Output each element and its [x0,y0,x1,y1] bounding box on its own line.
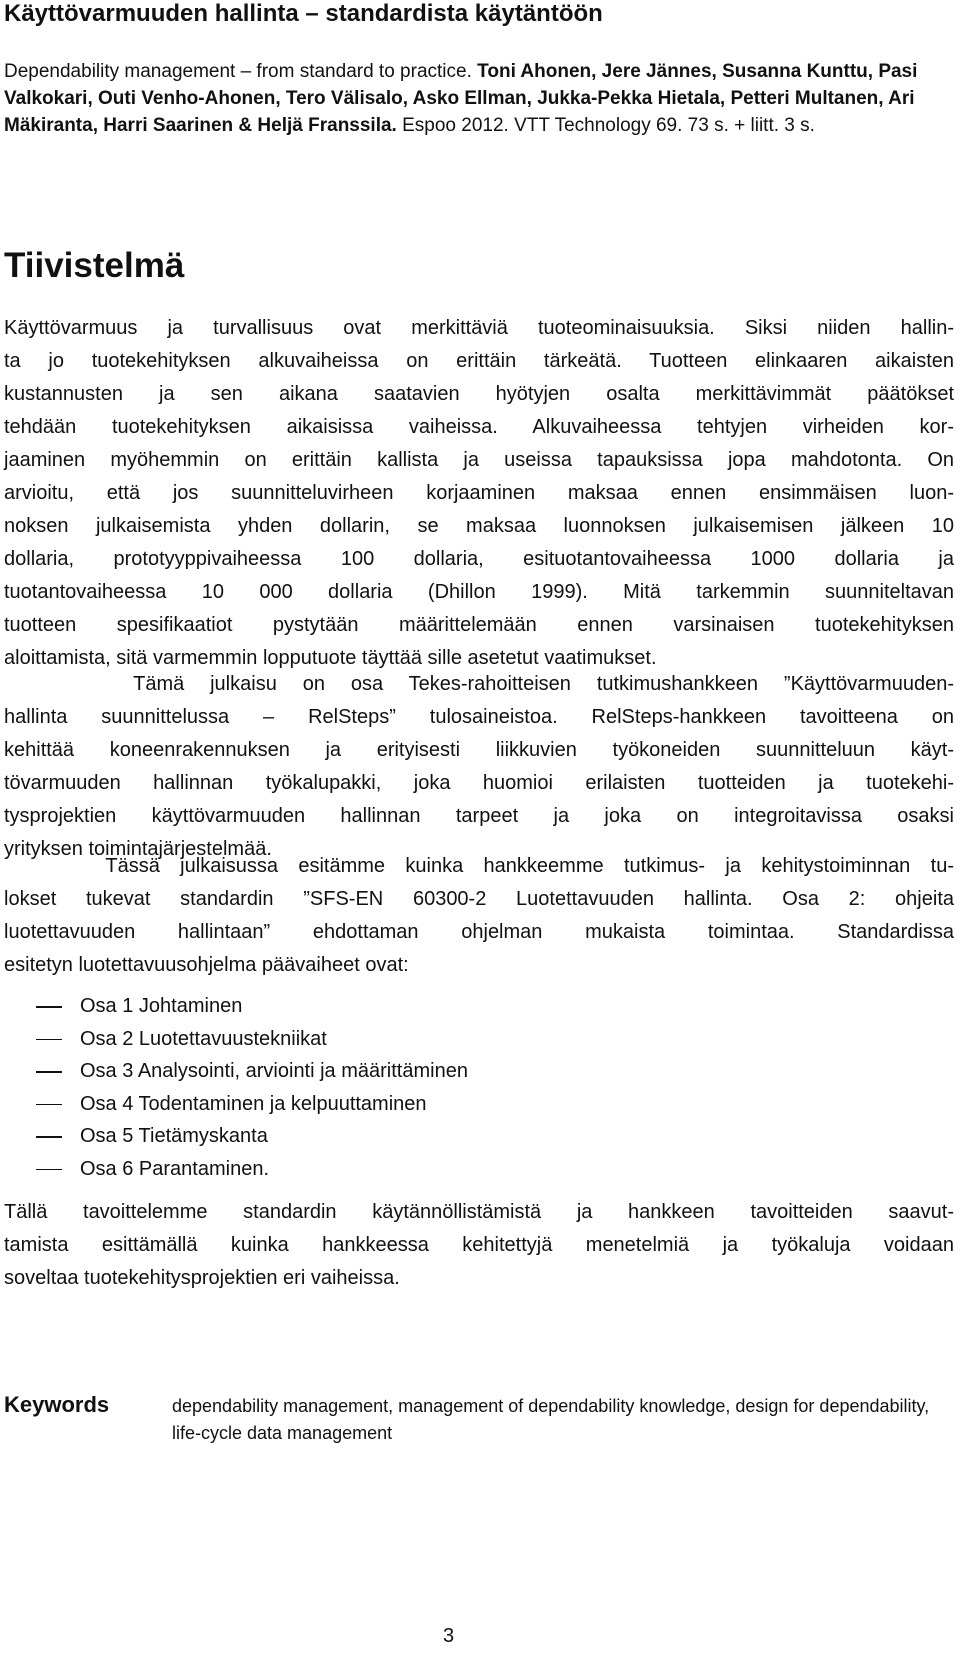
citation-publication: Espoo 2012. VTT Technology 69. 73 s. + liitt. 3 s. [402,115,815,136]
dash-bullet-icon [36,1136,62,1138]
phase-label: Osa 4 Todentaminen ja kelpuuttaminen [80,1092,427,1115]
paragraph-line: lokset tukevat standardin ”SFS-EN 60300-2 Luotettavuuden hallinta. Osa 2: ohjeita [4,888,954,910]
phase-label: Osa 5 Tietämyskanta [80,1125,268,1147]
paragraph-line: soveltaa tuotekehitysprojektien eri vaiheissa. [4,1267,400,1289]
dash-bullet-icon [36,1169,62,1171]
paragraph-line: tövarmuuden hallinnan työkalupakki, joka huomioi erilaisten tuotteiden ja tuotekehi- [4,772,954,794]
paragraph-line: Käyttövarmuus ja turvallisuus ovat merkittäviä tuoteominaisuuksia. Siksi niiden hallin- [4,317,954,339]
page-number: 3 [443,1625,455,1647]
paragraph-line: ta jo tuotekehityksen alkuvaiheissa on erittäin tärkeätä. Tuotteen elinkaaren aikaisten [4,350,954,372]
paragraph-line: tysprojektien käyttövarmuuden hallinnan tarpeet ja joka on integroitavissa osaksi [4,805,954,827]
abstract-paragraph-2 [4,668,954,866]
document-title: Käyttövarmuuden hallinta – standardista käytäntöön [4,0,603,27]
citation [4,58,954,139]
phase-label: Osa 3 Analysointi, arviointi ja määrittäminen [80,1060,468,1082]
paragraph-line: luotettavuuden hallintaan” ehdottaman ohjelman mukaista toimintaa. Standardissa [4,921,954,943]
paragraph-line: noksen julkaisemista yhden dollarin, se maksaa luonnoksen julkaisemisen jälkeen 10 [4,515,954,537]
dash-bullet-icon [36,1039,62,1041]
citation-authors: Toni Ahonen, Jere Jännes, Susanna Kunttu, Pasi Valkokari, Outi Venho-Ahonen, Tero Välisalo, Asko Ellman, Jukka-Pekka Hietala, Petteri Multanen, Ari Mäkiranta, Harri Saarinen & Heljä Franssila. [4,61,918,136]
paragraph-line: yrityksen toimintajärjestelmää. [4,838,272,860]
paragraph-line: aloittamista, sitä varmemmin lopputuote täyttää sille asetetut vaatimukset. [4,647,657,669]
paragraph-line: hallinta suunnittelussa – RelSteps” tulosaineistoa. RelSteps-hankkeen tavoitteena on [4,706,954,728]
keywords-label: Keywords [4,1392,110,1417]
paragraph-line: tuotteen spesifikaatiot pystytään määrittelemään ennen varsinaisen tuotekehityksen [4,614,954,636]
paragraph-line: Tällä tavoittelemme standardin käytännöllistämistä ja hankkeen tavoitteiden saavut- [4,1201,954,1223]
paragraph-line: arvioitu, että jos suunnitteluvirheen korjaaminen maksaa ennen ensimmäisen luon- [4,482,954,504]
dash-bullet-icon [36,1071,62,1073]
phase-label: Osa 1 Johtaminen [80,995,243,1017]
abstract-paragraph-1 [4,312,954,675]
paragraph-line: dollaria, prototyyppivaiheessa 100 dollaria, esituotantovaiheessa 1000 dollaria ja [4,548,954,570]
dash-bullet-icon [36,1104,62,1106]
abstract-heading: Tiivistelmä [4,246,185,285]
dash-bullet-icon [36,1006,62,1008]
keywords-text: dependability management, management of dependability knowledge, design for dependability, life-cycle data management [172,1396,930,1443]
abstract-paragraph-3 [4,850,954,982]
paragraph-line: tehdään tuotekehityksen aikaisissa vaiheissa. Alkuvaiheessa tehtyjen virheiden kor- [4,416,954,438]
paragraph-line: kustannusten ja sen aikana saatavien hyötyjen osalta merkittävimmät päätökset [4,383,954,405]
paragraph-line: Tässä julkaisussa esitämme kuinka hankkeemme tutkimus- ja kehitystoiminnan tu- [4,855,954,877]
paragraph-line: esitetyn luotettavuusohjelma päävaiheet ovat: [4,954,409,976]
paragraph-line: jaaminen myöhemmin on erittäin kallista ja useissa tapauksissa jopa mahdotonta. On [4,449,954,471]
phase-label: Osa 2 Luotettavuustekniikat [80,1027,327,1050]
citation-english-title: Dependability management – from standard to practice. [4,61,472,82]
phase-label: Osa 6 Parantaminen. [80,1157,269,1180]
paragraph-line: tamista esittämällä kuinka hankkeessa kehitettyjä menetelmiä ja työkaluja voidaan [4,1234,954,1256]
paragraph-line: tuotantovaiheessa 10 000 dollaria (Dhillon 1999). Mitä tarkemmin suunniteltavan [4,581,954,603]
paragraph-line: kehittää koneenrakennuksen ja erityisesti liikkuvien työkoneiden suunnitteluun käyt- [4,739,954,761]
paragraph-line: Tämä julkaisu on osa Tekes-rahoitteisen tutkimushankkeen ”Käyttövarmuuden- [4,673,954,695]
abstract-paragraph-4 [4,1196,954,1295]
